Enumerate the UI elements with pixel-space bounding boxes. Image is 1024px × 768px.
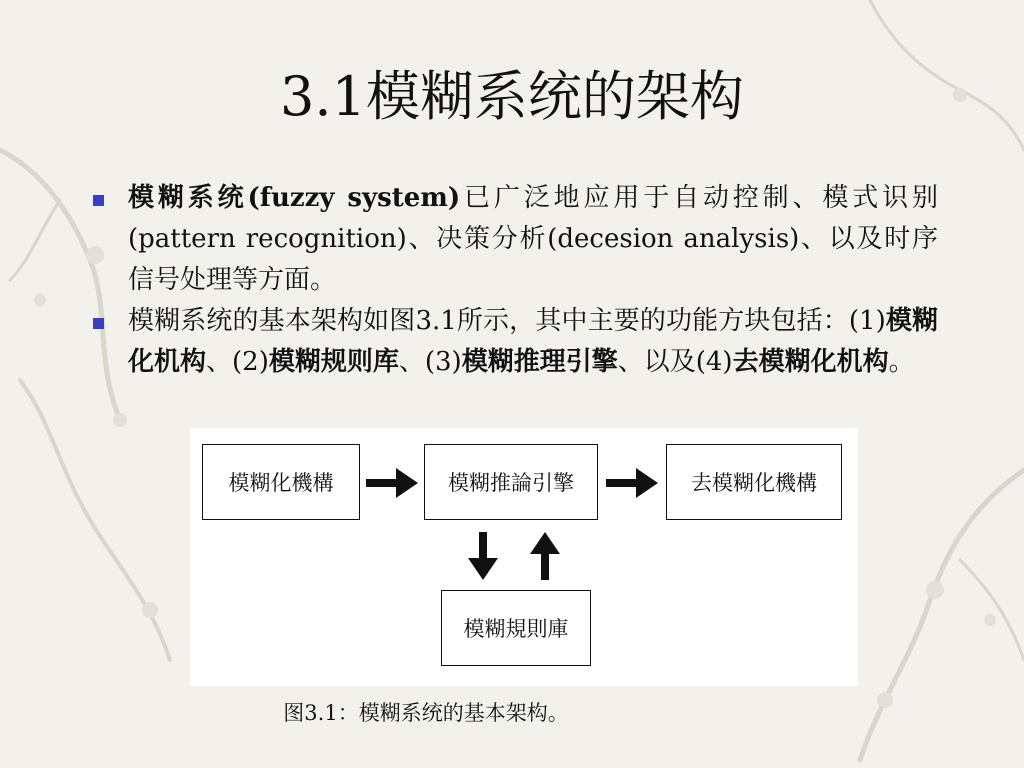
rule-base-box: 模糊規則庫 [441,590,591,666]
right-arrow-icon [366,468,418,498]
bullet-text: 、以及(4) [617,347,733,377]
down-arrow-icon [468,532,498,580]
bold-text: (fuzzy system) [247,183,461,213]
bullet-item [90,301,938,383]
defuzzifier-box: 去模糊化機構 [666,444,842,520]
bullet-square-icon [93,195,104,206]
right-arrow-icon [606,468,658,498]
bullet-text: 、(2) [206,347,269,377]
bold-text: 模糊化机构 [128,306,938,377]
figure-caption: 图3.1：模糊系统的基本架构。 [283,701,569,725]
bullet-text: 、(3) [398,347,462,377]
up-arrow-icon [530,532,560,580]
fuzzifier-box: 模糊化機構 [202,444,360,520]
bold-text: 模糊推理引擎 [461,347,618,377]
bold-text: 模糊系统 [128,183,248,213]
bullet-text: 已广泛地应用于自动控制、模式识别(pattern recognition)、决策分析(decesion analysis)、以及时序信号处理等方面。 [128,183,938,295]
bullet-item [90,178,938,301]
bold-text: 模糊规则库 [268,347,399,377]
bullet-square-icon [93,318,104,329]
inference-engine-box: 模糊推論引擎 [424,444,598,520]
bold-text: 去模糊化机构 [732,347,889,377]
fuzzy-system-diagram [190,428,858,686]
bullet-text: 。 [888,347,915,377]
bullet-text: 模糊系统的基本架构如图3.1所示，其中主要的功能方块包括：(1) [128,306,886,336]
bullet-list [90,178,938,383]
slide-title: 3.1模糊系统的架构 [280,65,744,128]
